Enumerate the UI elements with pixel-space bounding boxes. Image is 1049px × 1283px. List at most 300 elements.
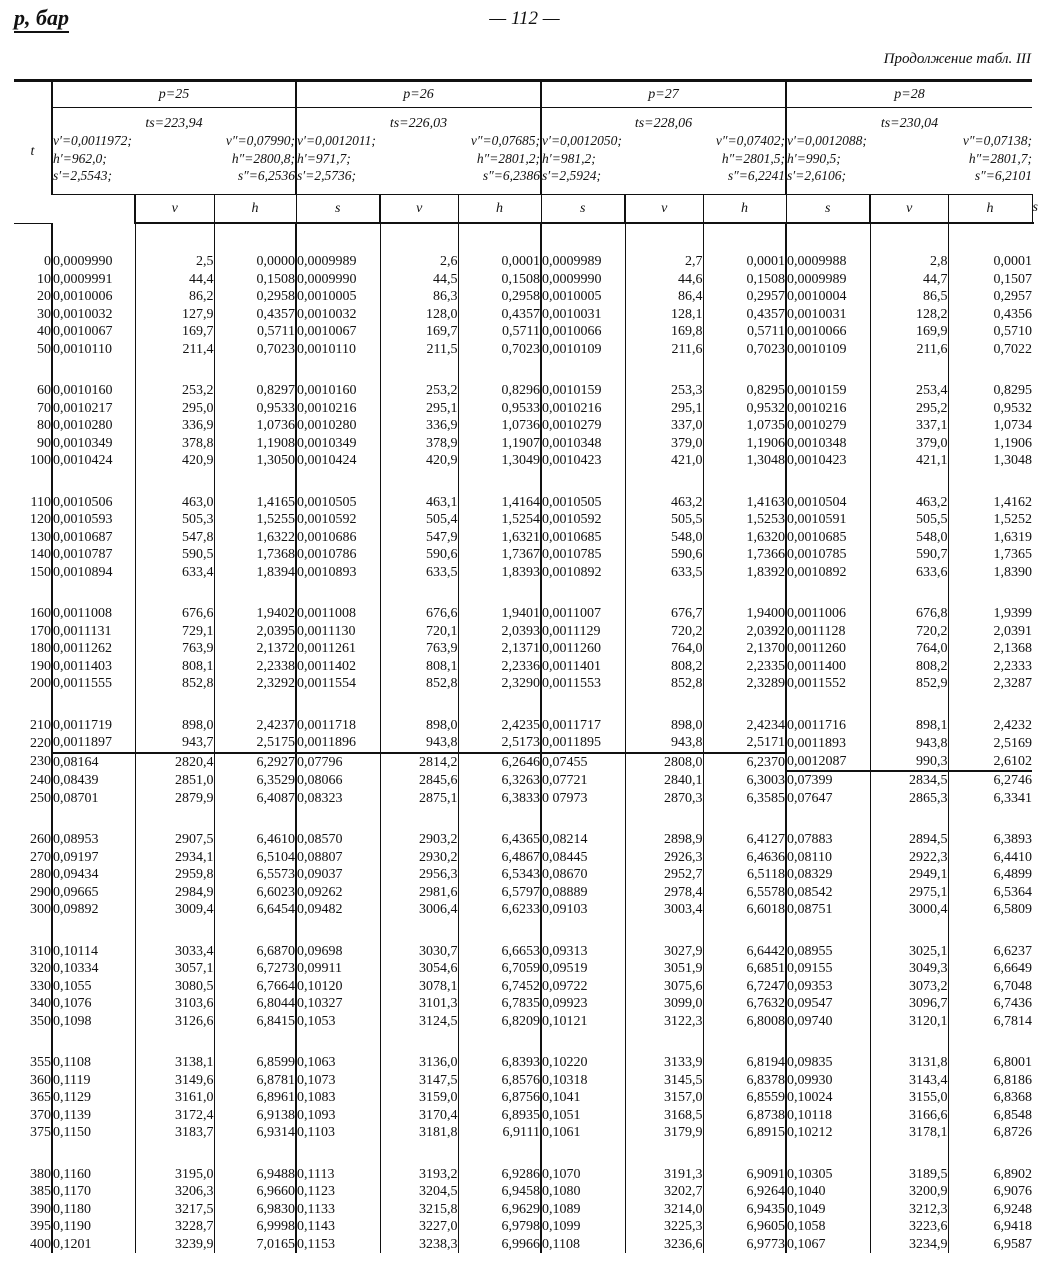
specific-volume-cell: 0,07883 xyxy=(786,831,870,849)
entropy-cell: 6,7632 xyxy=(703,995,786,1013)
entropy-cell: 1,5253 xyxy=(703,511,786,529)
enthalpy-cell: 3228,7 xyxy=(135,1218,214,1236)
temperature-cell: 90 xyxy=(37,435,51,451)
enthalpy-cell: 295,1 xyxy=(625,400,703,418)
enthalpy-cell: 763,9 xyxy=(135,640,214,658)
enthalpy-cell: 336,9 xyxy=(380,417,458,435)
enthalpy-cell: 764,0 xyxy=(870,640,948,658)
entropy-cell: 6,8194 xyxy=(703,1054,786,1072)
specific-volume-cell: 0,0010785 xyxy=(541,546,625,564)
temperature-cell: 110 xyxy=(30,494,51,510)
enthalpy-cell: 169,8 xyxy=(625,323,703,341)
specific-volume-cell: 0,08445 xyxy=(541,849,625,867)
entropy-cell: 6,7247 xyxy=(703,978,786,996)
specific-volume-cell: 0,1180 xyxy=(52,1201,135,1219)
column-header-s: s xyxy=(1032,195,1034,224)
enthalpy-cell: 3006,4 xyxy=(380,901,458,919)
enthalpy-cell: 44,5 xyxy=(380,271,458,289)
saturation-value-v2: v″=0,07685; xyxy=(470,133,540,148)
specific-volume-cell: 0,10334 xyxy=(52,960,135,978)
enthalpy-cell: 2949,1 xyxy=(870,866,948,884)
table-row xyxy=(14,640,1034,658)
entropy-cell: 6,9798 xyxy=(458,1218,541,1236)
group-spacer xyxy=(14,807,1034,831)
enthalpy-cell: 990,3 xyxy=(870,753,948,772)
entropy-cell: 1,7368 xyxy=(214,546,296,564)
specific-volume-cell: 0,09482 xyxy=(296,901,380,919)
specific-volume-cell: 0,0010787 xyxy=(52,546,135,564)
table-continuation-note: Продолжение табл. III xyxy=(883,51,1031,67)
specific-volume-cell: 0,0010506 xyxy=(52,494,135,512)
enthalpy-cell: 3080,5 xyxy=(135,978,214,996)
entropy-cell: 2,3290 xyxy=(458,675,541,693)
specific-volume-cell: 0,08542 xyxy=(786,884,870,902)
entropy-cell: 6,6023 xyxy=(214,884,296,902)
table-row xyxy=(14,995,1034,1013)
temperature-cell: 250 xyxy=(30,790,51,806)
table-row xyxy=(14,1183,1034,1201)
enthalpy-cell: 2922,3 xyxy=(870,849,948,867)
specific-volume-cell: 0,08953 xyxy=(52,831,135,849)
entropy-cell: 6,9830 xyxy=(214,1201,296,1219)
specific-volume-cell: 0,0009989 xyxy=(296,253,380,271)
temperature-cell: 180 xyxy=(30,641,51,656)
table-row xyxy=(14,323,1034,341)
specific-volume-cell: 0,0010067 xyxy=(296,323,380,341)
table-row xyxy=(14,341,1034,359)
enthalpy-cell: 3147,5 xyxy=(380,1072,458,1090)
entropy-cell: 1,6321 xyxy=(458,529,541,547)
enthalpy-cell: 2975,1 xyxy=(870,884,948,902)
enthalpy-cell: 2930,2 xyxy=(380,849,458,867)
entropy-cell: 1,1907 xyxy=(458,435,541,453)
specific-volume-cell: 0,09923 xyxy=(541,995,625,1013)
table-row xyxy=(14,753,1034,772)
saturation-temperature-1: ts=223,94 xyxy=(52,108,296,133)
entropy-cell: 6,8738 xyxy=(703,1107,786,1125)
specific-volume-cell: 0,1108 xyxy=(541,1236,625,1254)
entropy-cell: 1,6319 xyxy=(948,529,1032,547)
saturation-value-h1: h′=971,7; xyxy=(297,150,351,166)
saturation-value-s1: s′=2,5543; xyxy=(53,168,112,183)
table-row xyxy=(14,901,1034,919)
specific-volume-cell: 0,09197 xyxy=(52,849,135,867)
entropy-cell: 1,5254 xyxy=(458,511,541,529)
enthalpy-cell: 128,1 xyxy=(625,306,703,324)
enthalpy-cell: 463,0 xyxy=(135,494,214,512)
entropy-cell: 6,4365 xyxy=(458,831,541,849)
entropy-cell: 2,1368 xyxy=(948,640,1032,658)
enthalpy-cell: 3131,8 xyxy=(870,1054,948,1072)
specific-volume-cell: 0,0009989 xyxy=(541,253,625,271)
entropy-cell: 0,4357 xyxy=(214,306,296,324)
specific-volume-cell: 0,08670 xyxy=(541,866,625,884)
table-row xyxy=(14,271,1034,289)
temperature-cell: 320 xyxy=(30,961,51,976)
enthalpy-cell: 852,8 xyxy=(135,675,214,693)
enthalpy-cell: 3181,8 xyxy=(380,1124,458,1142)
entropy-cell: 1,9401 xyxy=(458,605,541,623)
entropy-cell: 6,4867 xyxy=(458,849,541,867)
temperature-cell: 370 xyxy=(30,1107,51,1123)
entropy-cell: 6,8559 xyxy=(703,1089,786,1107)
entropy-cell: 2,5169 xyxy=(948,734,1032,753)
entropy-cell: 1,4165 xyxy=(214,494,296,512)
saturation-value-s2: s″=6,2536 xyxy=(237,168,295,183)
saturation-value-s2: s″=6,2101 xyxy=(974,168,1032,183)
entropy-cell: 6,7452 xyxy=(458,978,541,996)
specific-volume-cell: 0,09740 xyxy=(786,1013,870,1031)
enthalpy-cell: 2834,5 xyxy=(870,771,948,790)
specific-volume-cell: 0,10327 xyxy=(296,995,380,1013)
saturation-value-v2: v″=0,07138; xyxy=(962,133,1032,148)
specific-volume-cell: 0,08066 xyxy=(296,771,380,790)
entropy-cell: 1,1908 xyxy=(214,435,296,453)
table-row xyxy=(14,658,1034,676)
specific-volume-cell: 0,09037 xyxy=(296,866,380,884)
entropy-cell: 6,9773 xyxy=(703,1236,786,1254)
enthalpy-cell: 3239,9 xyxy=(135,1236,214,1254)
specific-volume-cell: 0,0010423 xyxy=(541,452,625,470)
entropy-cell: 2,4234 xyxy=(703,717,786,735)
enthalpy-cell: 3101,3 xyxy=(380,995,458,1013)
specific-volume-cell: 0,0010006 xyxy=(52,288,135,306)
entropy-cell: 6,5364 xyxy=(948,884,1032,902)
enthalpy-cell: 3215,8 xyxy=(380,1201,458,1219)
specific-volume-cell: 0,1067 xyxy=(786,1236,870,1254)
entropy-cell: 6,4610 xyxy=(214,831,296,849)
specific-volume-cell: 0,09698 xyxy=(296,943,380,961)
specific-volume-cell: 0,0011402 xyxy=(296,658,380,676)
specific-volume-cell: 0,0010031 xyxy=(541,306,625,324)
specific-volume-cell: 0,09835 xyxy=(786,1054,870,1072)
specific-volume-cell: 0,10024 xyxy=(786,1089,870,1107)
entropy-cell: 1,4164 xyxy=(458,494,541,512)
entropy-cell: 1,5255 xyxy=(214,511,296,529)
enthalpy-cell: 3124,5 xyxy=(380,1013,458,1031)
enthalpy-cell: 253,2 xyxy=(135,382,214,400)
temperature-cell: 300 xyxy=(30,902,51,917)
specific-volume-cell: 0,0010216 xyxy=(541,400,625,418)
temperature-cell: 365 xyxy=(30,1090,51,1105)
entropy-cell: 6,4127 xyxy=(703,831,786,849)
temperature-cell: 210 xyxy=(30,717,51,733)
entropy-cell: 0,7023 xyxy=(214,341,296,359)
entropy-cell: 6,8726 xyxy=(948,1124,1032,1142)
entropy-cell: 6,5573 xyxy=(214,866,296,884)
specific-volume-cell: 0,0010109 xyxy=(541,341,625,359)
enthalpy-cell: 3075,6 xyxy=(625,978,703,996)
specific-volume-cell: 0,1153 xyxy=(296,1236,380,1254)
temperature-cell: 30 xyxy=(37,306,51,322)
entropy-cell: 6,9587 xyxy=(948,1236,1032,1254)
specific-volume-cell: 0,0009990 xyxy=(296,271,380,289)
specific-volume-cell: 0,1108 xyxy=(52,1054,135,1072)
table-row xyxy=(14,417,1034,435)
enthalpy-cell: 3155,0 xyxy=(870,1089,948,1107)
entropy-cell: 2,2333 xyxy=(948,658,1032,676)
enthalpy-cell: 420,9 xyxy=(380,452,458,470)
specific-volume-cell: 0,1051 xyxy=(541,1107,625,1125)
specific-volume-cell: 0,08110 xyxy=(786,849,870,867)
enthalpy-cell: 2956,3 xyxy=(380,866,458,884)
enthalpy-cell: 3172,4 xyxy=(135,1107,214,1125)
enthalpy-cell: 3051,9 xyxy=(625,960,703,978)
group-spacer xyxy=(14,581,1034,605)
table-row xyxy=(14,831,1034,849)
specific-volume-cell: 0,0011403 xyxy=(52,658,135,676)
specific-volume-cell: 0,10120 xyxy=(296,978,380,996)
specific-volume-cell: 0,0010066 xyxy=(541,323,625,341)
temperature-cell: 260 xyxy=(30,832,51,847)
specific-volume-cell: 0,0010349 xyxy=(296,435,380,453)
temperature-cell: 10 xyxy=(37,271,51,287)
enthalpy-cell: 505,5 xyxy=(625,511,703,529)
entropy-cell: 1,3048 xyxy=(703,452,786,470)
enthalpy-cell: 3179,9 xyxy=(625,1124,703,1142)
specific-volume-cell: 0,0010591 xyxy=(786,511,870,529)
table-row xyxy=(14,866,1034,884)
specific-volume-cell: 0,0010685 xyxy=(541,529,625,547)
specific-volume-cell: 0,0010279 xyxy=(541,417,625,435)
temperature-cell: 150 xyxy=(30,564,51,580)
enthalpy-cell: 2,6 xyxy=(380,253,458,271)
entropy-cell: 6,3003 xyxy=(703,771,786,790)
entropy-cell: 6,4636 xyxy=(703,849,786,867)
temperature-cell: 350 xyxy=(30,1013,51,1029)
table-row xyxy=(14,1201,1034,1219)
entropy-cell: 2,1370 xyxy=(703,640,786,658)
entropy-cell: 6,9111 xyxy=(458,1124,541,1142)
enthalpy-cell: 3126,6 xyxy=(135,1013,214,1031)
enthalpy-cell: 3099,0 xyxy=(625,995,703,1013)
table-row xyxy=(14,564,1034,582)
entropy-cell: 6,2927 xyxy=(214,753,296,772)
entropy-cell: 6,8186 xyxy=(948,1072,1032,1090)
enthalpy-cell: 2894,5 xyxy=(870,831,948,849)
enthalpy-cell: 295,1 xyxy=(380,400,458,418)
table-row xyxy=(14,288,1034,306)
temperature-cell: 70 xyxy=(37,400,51,416)
specific-volume-cell: 0,0010066 xyxy=(786,323,870,341)
enthalpy-cell: 3033,4 xyxy=(135,943,214,961)
enthalpy-cell: 808,1 xyxy=(135,658,214,676)
specific-volume-cell: 0,0010592 xyxy=(296,511,380,529)
entropy-cell: 6,6442 xyxy=(703,943,786,961)
entropy-cell: 6,5118 xyxy=(703,866,786,884)
specific-volume-cell: 0,09262 xyxy=(296,884,380,902)
specific-volume-cell: 0,0010892 xyxy=(786,564,870,582)
temperature-cell: 240 xyxy=(30,772,51,788)
enthalpy-cell: 3217,5 xyxy=(135,1201,214,1219)
specific-volume-cell: 0,0011007 xyxy=(541,605,625,623)
enthalpy-cell: 3136,0 xyxy=(380,1054,458,1072)
specific-volume-cell: 0,1119 xyxy=(52,1072,135,1090)
enthalpy-cell: 3212,3 xyxy=(870,1201,948,1219)
entropy-cell: 2,2336 xyxy=(458,658,541,676)
enthalpy-cell: 379,0 xyxy=(870,435,948,453)
enthalpy-cell: 337,0 xyxy=(625,417,703,435)
entropy-cell: 6,9660 xyxy=(214,1183,296,1201)
column-header-h: h xyxy=(703,195,786,224)
enthalpy-cell: 3204,5 xyxy=(380,1183,458,1201)
saturation-temperature-3: ts=228,06 xyxy=(541,108,786,133)
specific-volume-cell: 0,0011555 xyxy=(52,675,135,693)
table-row xyxy=(14,1089,1034,1107)
entropy-cell: 0,5711 xyxy=(214,323,296,341)
specific-volume-cell: 0,0011552 xyxy=(786,675,870,693)
specific-volume-cell: 0,09155 xyxy=(786,960,870,978)
enthalpy-cell: 253,4 xyxy=(870,382,948,400)
specific-volume-cell: 0,0011554 xyxy=(296,675,380,693)
specific-volume-cell: 0,08751 xyxy=(786,901,870,919)
entropy-cell: 7,0165 xyxy=(214,1236,296,1254)
group-spacer xyxy=(14,1030,1034,1054)
specific-volume-cell: 0,0010348 xyxy=(786,435,870,453)
table-row xyxy=(14,1107,1034,1125)
entropy-cell: 0,8296 xyxy=(458,382,541,400)
table-row xyxy=(14,978,1034,996)
entropy-cell: 6,6454 xyxy=(214,901,296,919)
entropy-cell: 6,2746 xyxy=(948,771,1032,790)
temperature-cell: 360 xyxy=(30,1072,51,1088)
enthalpy-cell: 898,0 xyxy=(625,717,703,735)
saturation-value-s1: s′=2,6106; xyxy=(787,168,846,183)
entropy-cell: 6,9966 xyxy=(458,1236,541,1254)
enthalpy-cell: 3143,4 xyxy=(870,1072,948,1090)
entropy-cell: 6,6018 xyxy=(703,901,786,919)
entropy-cell: 2,4232 xyxy=(948,717,1032,735)
enthalpy-cell: 943,7 xyxy=(135,734,214,753)
saturation-value-v1: v′=0,0011972; xyxy=(53,133,132,148)
temperature-cell: 355 xyxy=(30,1055,51,1070)
enthalpy-cell: 898,1 xyxy=(870,717,948,735)
saturation-value-h2: h″=2801,7; xyxy=(968,150,1032,166)
temperature-cell: 160 xyxy=(30,606,51,621)
specific-volume-cell: 0,0010216 xyxy=(786,400,870,418)
specific-volume-cell: 0,10121 xyxy=(541,1013,625,1031)
enthalpy-cell: 808,2 xyxy=(625,658,703,676)
enthalpy-cell: 633,4 xyxy=(135,564,214,582)
specific-volume-cell: 0,1098 xyxy=(52,1013,135,1031)
entropy-cell: 1,8394 xyxy=(214,564,296,582)
entropy-cell: 6,6233 xyxy=(458,901,541,919)
enthalpy-cell: 943,8 xyxy=(870,734,948,753)
saturation-value-h2: h″=2800,8; xyxy=(231,150,295,166)
entropy-cell: 1,7365 xyxy=(948,546,1032,564)
table-row xyxy=(14,943,1034,961)
enthalpy-cell: 2959,8 xyxy=(135,866,214,884)
specific-volume-cell: 0,0010424 xyxy=(296,452,380,470)
specific-volume-cell: 0,0011260 xyxy=(541,640,625,658)
entropy-cell: 6,3341 xyxy=(948,790,1032,808)
enthalpy-cell: 295,0 xyxy=(135,400,214,418)
pressure-header-1: p=25 xyxy=(52,82,296,108)
specific-volume-cell: 0,1129 xyxy=(52,1089,135,1107)
specific-volume-cell: 0,10305 xyxy=(786,1166,870,1184)
entropy-cell: 6,9418 xyxy=(948,1218,1032,1236)
table-row xyxy=(14,435,1034,453)
specific-volume-cell: 0,1201 xyxy=(52,1236,135,1254)
specific-volume-cell: 0,09313 xyxy=(541,943,625,961)
specific-volume-cell: 0 07973 xyxy=(541,790,625,808)
entropy-cell: 0,4357 xyxy=(458,306,541,324)
enthalpy-cell: 3178,1 xyxy=(870,1124,948,1142)
temperature-cell: 330 xyxy=(30,978,51,994)
specific-volume-cell: 0,10220 xyxy=(541,1054,625,1072)
specific-volume-cell: 0,1070 xyxy=(541,1166,625,1184)
entropy-cell: 6,3263 xyxy=(458,771,541,790)
specific-volume-cell: 0,0011896 xyxy=(296,734,380,753)
entropy-cell: 6,8548 xyxy=(948,1107,1032,1125)
entropy-cell: 1,8392 xyxy=(703,564,786,582)
specific-volume-cell: 0,09930 xyxy=(786,1072,870,1090)
enthalpy-cell: 2981,6 xyxy=(380,884,458,902)
column-header-v: v xyxy=(380,195,458,224)
enthalpy-cell: 808,2 xyxy=(870,658,948,676)
enthalpy-cell: 2808,0 xyxy=(625,753,703,772)
temperature-cell: 385 xyxy=(30,1184,51,1199)
entropy-cell: 2,5173 xyxy=(458,734,541,753)
entropy-cell: 6,8935 xyxy=(458,1107,541,1125)
specific-volume-cell: 0,0011008 xyxy=(296,605,380,623)
entropy-cell: 6,5809 xyxy=(948,901,1032,919)
entropy-cell: 6,9264 xyxy=(703,1183,786,1201)
column-header-s: s xyxy=(786,195,870,224)
entropy-cell: 6,8781 xyxy=(214,1072,296,1090)
enthalpy-cell: 943,8 xyxy=(625,734,703,753)
enthalpy-cell: 3238,3 xyxy=(380,1236,458,1254)
enthalpy-cell: 547,9 xyxy=(380,529,458,547)
specific-volume-cell: 0,0009990 xyxy=(52,253,135,271)
enthalpy-cell: 2,7 xyxy=(625,253,703,271)
entropy-cell: 6,2370 xyxy=(703,753,786,772)
specific-volume-cell: 0,0011006 xyxy=(786,605,870,623)
specific-volume-cell: 0,0010686 xyxy=(296,529,380,547)
enthalpy-cell: 633,5 xyxy=(625,564,703,582)
entropy-cell: 0,9532 xyxy=(703,400,786,418)
specific-volume-cell: 0,0010785 xyxy=(786,546,870,564)
entropy-cell: 2,0395 xyxy=(214,623,296,641)
table-row xyxy=(14,494,1034,512)
table-row xyxy=(14,734,1034,753)
enthalpy-cell: 2814,2 xyxy=(380,753,458,772)
table-row xyxy=(14,529,1034,547)
specific-volume-cell: 0,0010893 xyxy=(296,564,380,582)
enthalpy-cell: 2984,9 xyxy=(135,884,214,902)
group-spacer xyxy=(14,919,1034,943)
table-row xyxy=(14,1236,1034,1254)
enthalpy-cell: 3234,9 xyxy=(870,1236,948,1254)
entropy-cell: 6,9091 xyxy=(703,1166,786,1184)
specific-volume-cell: 0,0010032 xyxy=(296,306,380,324)
specific-volume-cell: 0,0010786 xyxy=(296,546,380,564)
enthalpy-cell: 2926,3 xyxy=(625,849,703,867)
enthalpy-cell: 3170,4 xyxy=(380,1107,458,1125)
entropy-cell: 6,8415 xyxy=(214,1013,296,1031)
specific-volume-cell: 0,10318 xyxy=(541,1072,625,1090)
specific-volume-cell: 0,0010423 xyxy=(786,452,870,470)
temperature-cell: 395 xyxy=(30,1219,51,1234)
specific-volume-cell: 0,0011895 xyxy=(541,734,625,753)
specific-volume-cell: 0,0010216 xyxy=(296,400,380,418)
entropy-cell: 2,3289 xyxy=(703,675,786,693)
entropy-cell: 0,9533 xyxy=(214,400,296,418)
saturation-value-h2: h″=2801,2; xyxy=(476,150,540,166)
enthalpy-cell: 3133,9 xyxy=(625,1054,703,1072)
specific-volume-cell: 0,08570 xyxy=(296,831,380,849)
specific-volume-cell: 0,1113 xyxy=(296,1166,380,1184)
